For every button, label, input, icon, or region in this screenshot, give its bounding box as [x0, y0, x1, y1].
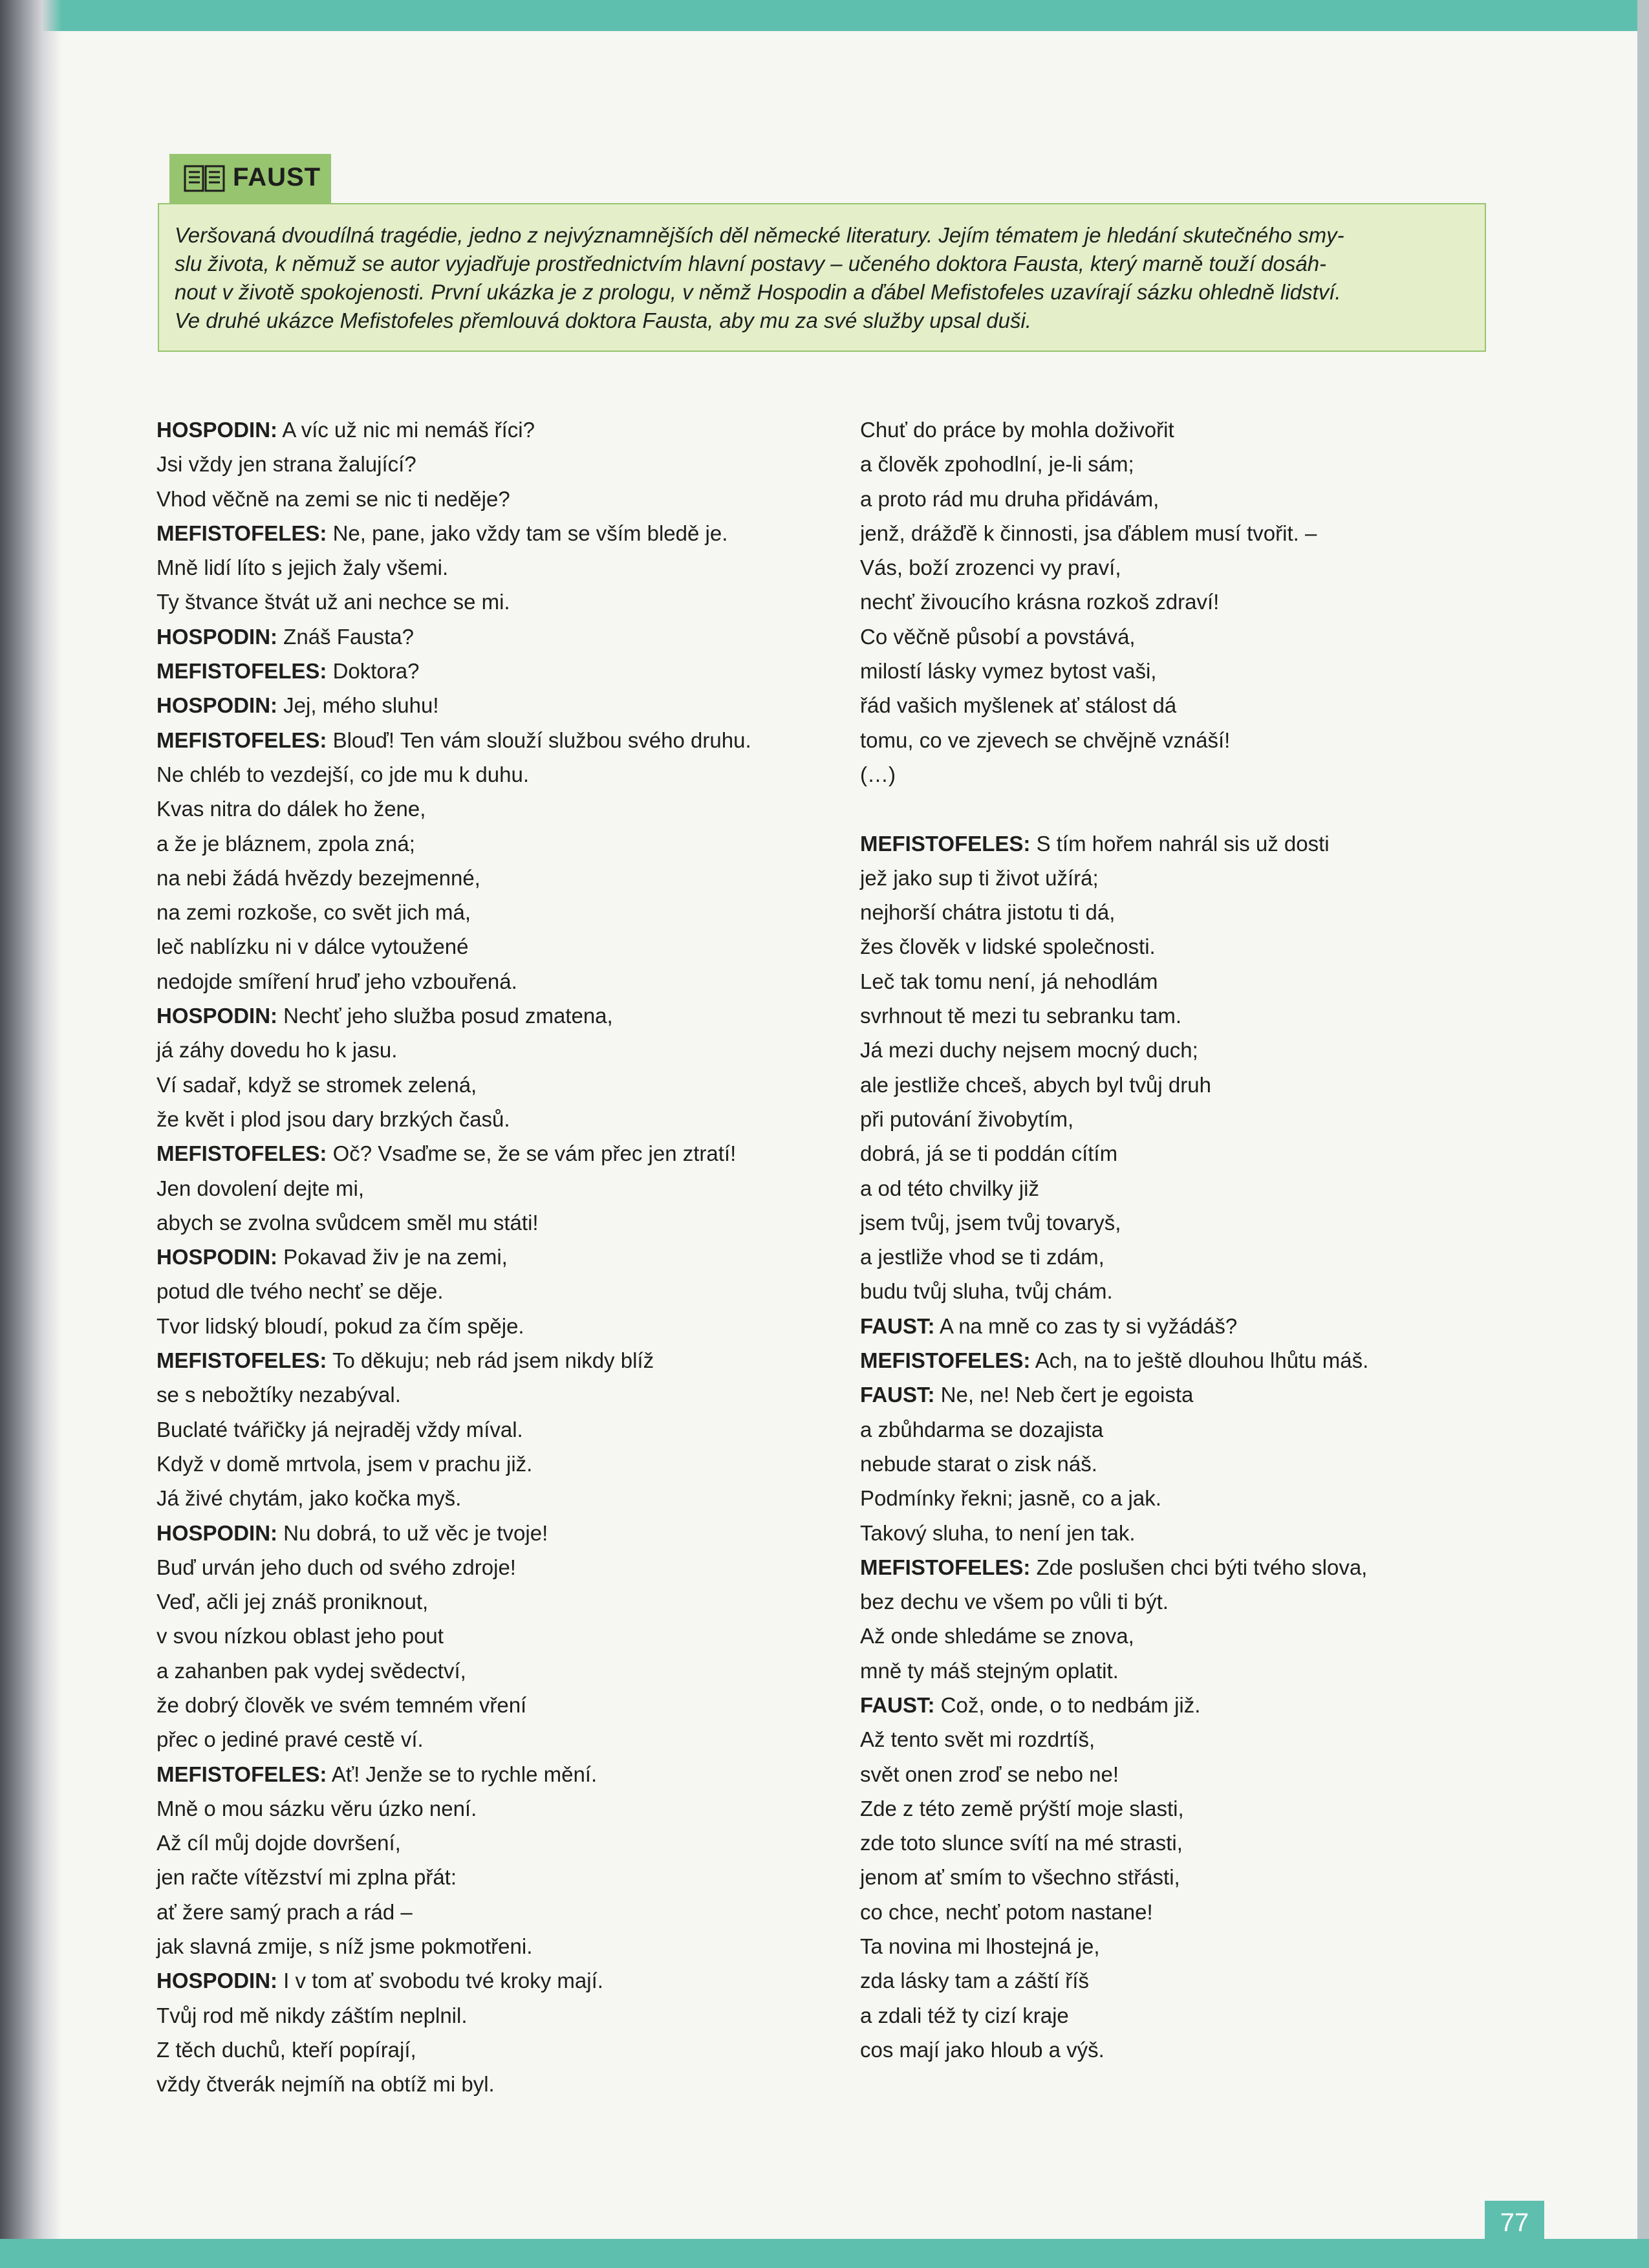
- verse-text: svrhnout tě mezi tu sebranku tam.: [860, 1004, 1182, 1028]
- verse-line: [156, 1826, 861, 1860]
- verse-text: co chce, nechť potom nastane!: [860, 1899, 1153, 1924]
- top-color-band: [0, 0, 1649, 31]
- verse-line: [860, 1481, 1539, 1515]
- verse-line: [860, 1240, 1539, 1274]
- verse-text: Co věčně působí a povstává,: [860, 624, 1136, 649]
- verse-line: [860, 999, 1539, 1033]
- speaker-name: HOSPODIN:: [156, 1520, 278, 1545]
- speaker-name: MEFISTOFELES:: [156, 1141, 327, 1166]
- verse-text: jak slavná zmije, s níž jsme pokmotřeni.: [156, 1934, 533, 1959]
- verse-text: Mně lidí líto s jejich žaly všemi.: [156, 556, 449, 580]
- verse-text: Až cíl můj dojde dovršení,: [156, 1831, 401, 1855]
- verse-text: Až onde shledáme se znova,: [860, 1624, 1134, 1648]
- verse-line: [860, 1584, 1539, 1619]
- verse-line: [156, 1998, 861, 2033]
- verse-text: Ty štvance štvát už ani nechce se mi.: [156, 590, 510, 614]
- verse-text: Až tento svět mi rozdrtíš,: [860, 1727, 1095, 1752]
- verse-line: [860, 1274, 1539, 1308]
- verse-line: [156, 482, 861, 516]
- verse-line: [860, 1791, 1539, 1826]
- verse-line: [860, 1136, 1539, 1171]
- verse-line: [156, 1343, 861, 1377]
- speaker-name: HOSPODIN:: [156, 1969, 278, 1993]
- verse-line: [156, 1722, 861, 1756]
- verse-line: [860, 1377, 1539, 1412]
- verse-text: Když v domě mrtvola, jsem v prachu již.: [156, 1451, 533, 1476]
- verse-text: leč nablízku ni v dálce vytoužené: [156, 934, 469, 959]
- verse-text: na zemi rozkoše, co svět jich má,: [156, 900, 471, 925]
- verse-text: a zbůhdarma se dozajista: [860, 1417, 1104, 1442]
- verse-text: Nu dobrá, to už věc je tvoje!: [277, 1520, 548, 1545]
- verse-text: Vás, boží zrozenci vy praví,: [860, 556, 1121, 580]
- verse-text: Ne chléb to vezdejší, co jde mu k duhu.: [156, 762, 529, 786]
- verse-line: [156, 1205, 861, 1240]
- speaker-name: HOSPODIN:: [156, 624, 278, 649]
- speaker-name: HOSPODIN:: [156, 418, 278, 442]
- verse-line: [156, 999, 861, 1033]
- verse-text: a od této chvilky již: [860, 1176, 1039, 1200]
- verse-line: [860, 413, 1539, 447]
- verse-text: Buclaté tvářičky já nejraděj vždy míval.: [156, 1417, 523, 1442]
- verse-text: při putování živobytím,: [860, 1107, 1074, 1131]
- verse-line: [156, 1619, 861, 1653]
- verse-line: [156, 1895, 861, 1929]
- verse-line: [156, 1309, 861, 1343]
- verse-line: [156, 1102, 861, 1136]
- verse-line: [156, 1860, 861, 1894]
- verse-line: [860, 654, 1539, 688]
- verse-text: svět onen zroď se nebo ne!: [860, 1762, 1119, 1786]
- verse-text: Ať! Jenže se to rychle mění.: [327, 1762, 598, 1786]
- verse-line: [156, 2067, 861, 2101]
- verse-text: jež jako sup ti život užírá;: [860, 865, 1099, 890]
- verse-line: [860, 723, 1539, 757]
- verse-text: Já živé chytám, jako kočka myš.: [156, 1486, 462, 1511]
- verse-line: [156, 1136, 861, 1171]
- verse-text: Ví sadař, když se stromek zelená,: [156, 1072, 477, 1097]
- verse-line: [156, 550, 861, 585]
- verse-line: [860, 964, 1539, 999]
- verse-line: [860, 861, 1539, 895]
- intro-box: [158, 203, 1486, 352]
- verse-line: [156, 1791, 861, 1826]
- verse-text: abych se zvolna svůdcem směl mu státi!: [156, 1210, 539, 1235]
- verse-text: nebude starat o zisk náš.: [860, 1451, 1097, 1476]
- verse-line: [860, 1998, 1539, 2033]
- verse-line: [156, 1688, 861, 1722]
- verse-text: Z těch duchů, kteří popírají,: [156, 2037, 416, 2062]
- verse-line: [156, 413, 861, 447]
- verse-text: a že je bláznem, zpola zná;: [156, 831, 415, 856]
- verse-line: [156, 447, 861, 481]
- page-number: 77: [1500, 2209, 1529, 2237]
- verse-text: Ta novina mi lhostejná je,: [860, 1934, 1100, 1959]
- verse-text: milostí lásky vymez bytost vaši,: [860, 659, 1157, 684]
- verse-text: Kvas nitra do dálek ho žene,: [156, 797, 426, 821]
- verse-line: [156, 1033, 861, 1067]
- verse-line: [156, 1929, 861, 1963]
- verse-line: [860, 1343, 1539, 1377]
- verse-line: [860, 2033, 1539, 2067]
- intro-line: slu života, k němuž se autor vyjadřuje prostřednictvím hlavní postavy – učeného doktora Fausta, který marně touží dosáh-: [175, 252, 1327, 275]
- verse-text: Vhod věčně na zemi se nic ti neděje?: [156, 486, 510, 511]
- verse-line: [860, 826, 1539, 861]
- verse-line: [156, 723, 861, 757]
- verse-text: a zahanben pak vydej svědectví,: [156, 1658, 466, 1683]
- verse-text: zde toto slunce svítí na mé strasti,: [860, 1831, 1183, 1855]
- speaker-name: HOSPODIN:: [156, 1245, 278, 1269]
- verse-text: Ach, na to ještě dlouhou lhůtu máš.: [1030, 1348, 1369, 1373]
- verse-text: Ne, ne! Neb čert je egoista: [934, 1383, 1194, 1407]
- verse-line: [860, 1033, 1539, 1067]
- speaker-name: HOSPODIN:: [156, 693, 278, 718]
- verse-text: a jestliže vhod se ti zdám,: [860, 1245, 1105, 1269]
- verse-line: [860, 1860, 1539, 1894]
- verse-text: Chuť do práce by mohla doživořit: [860, 418, 1174, 442]
- verse-text: Podmínky řekni; jasně, co a jak.: [860, 1486, 1161, 1511]
- speaker-name: FAUST:: [860, 1383, 935, 1407]
- verse-line: [156, 688, 861, 722]
- verse-line: [860, 1619, 1539, 1653]
- verse-text: že květ i plod jsou dary brzkých časů.: [156, 1107, 510, 1131]
- verse-text: Tvor lidský bloudí, pokud za čím spěje.: [156, 1313, 524, 1338]
- verse-text: v svou nízkou oblast jeho pout: [156, 1624, 444, 1648]
- verse-line: [860, 1826, 1539, 1860]
- verse-line: [860, 1654, 1539, 1688]
- verse-line: [156, 1516, 861, 1550]
- verse-text: mně ty máš stejným oplatit.: [860, 1658, 1119, 1683]
- verse-line: [860, 1550, 1539, 1584]
- verse-line: [860, 482, 1539, 516]
- verse-line: [860, 688, 1539, 722]
- verse-text: a zdali též ty cizí kraje: [860, 2003, 1069, 2027]
- verse-line: [860, 1309, 1539, 1343]
- verse-line: [860, 1412, 1539, 1447]
- verse-text: a proto rád mu druha přidávám,: [860, 486, 1159, 511]
- verse-text: Ne, pane, jako vždy tam se vším bledě je.: [327, 521, 728, 545]
- verse-text: Buď urván jeho duch od svého zdroje!: [156, 1555, 516, 1579]
- verse-line: [860, 1516, 1539, 1550]
- verse-line: [860, 929, 1539, 964]
- speaker-name: MEFISTOFELES:: [156, 659, 327, 684]
- verse-text: nedojde smíření hruď jeho vzbouřená.: [156, 969, 517, 993]
- verse-text: To děkuju; neb rád jsem nikdy blíž: [327, 1348, 654, 1373]
- verse-text: Pokavad živ je na zemi,: [277, 1245, 508, 1269]
- verse-line: [156, 792, 861, 826]
- verse-text: ale jestliže chceš, abych byl tvůj druh: [860, 1072, 1211, 1097]
- verse-line: [156, 1447, 861, 1481]
- verse-line: [860, 1963, 1539, 1998]
- page-edge: [1637, 0, 1649, 2268]
- verse-line: [860, 620, 1539, 654]
- verse-text: A víc už nic mi nemáš říci?: [277, 418, 535, 442]
- verse-text: bez dechu ve všem po vůli ti být.: [860, 1590, 1169, 1614]
- verse-text: S tím hořem nahrál sis už dosti: [1030, 831, 1330, 856]
- verse-text: dobrá, já se ti poddán cítím: [860, 1141, 1118, 1166]
- verse-line: [156, 1412, 861, 1447]
- verse-text: cos mají jako hloub a výš.: [860, 2037, 1105, 2062]
- verse-line: [860, 516, 1539, 550]
- verse-text: řád vašich myšlenek ať stálost dá: [860, 693, 1177, 718]
- verse-text: A na mně co zas ty si vyžádáš?: [934, 1313, 1238, 1338]
- verse-text: zda lásky tam a záští říš: [860, 1969, 1089, 1993]
- verse-text: nechť živoucího krásna rozkoš zdraví!: [860, 590, 1220, 614]
- verse-text: Veď, ačli jej znáš proniknout,: [156, 1590, 429, 1614]
- verse-text: přec o jediné pravé cestě ví.: [156, 1727, 424, 1752]
- verse-text: jsem tvůj, jsem tvůj tovaryš,: [860, 1210, 1121, 1235]
- verse-line: [156, 654, 861, 688]
- verse-line: [860, 1929, 1539, 1963]
- verse-line: [156, 620, 861, 654]
- intro-line: Ve druhé ukázce Mefistofeles přemlouvá doktora Fausta, aby mu za své služby upsal duši.: [175, 308, 1031, 332]
- verse-line: [860, 1171, 1539, 1205]
- verse-line: [860, 1068, 1539, 1102]
- verse-text: Což, onde, o to nedbám již.: [934, 1692, 1201, 1717]
- verse-text: Jen dovolení dejte mi,: [156, 1176, 365, 1200]
- verse-line: [860, 895, 1539, 929]
- book-icon: [184, 164, 225, 193]
- verse-line: [156, 1068, 861, 1102]
- verse-line: [156, 895, 861, 929]
- speaker-name: MEFISTOFELES:: [860, 1555, 1031, 1579]
- verse-line: [860, 1895, 1539, 1929]
- verse-text: Mně o mou sázku věru úzko není.: [156, 1796, 477, 1820]
- verse-line: [860, 1102, 1539, 1136]
- intro-text: [175, 221, 1468, 335]
- verse-line: [860, 447, 1539, 481]
- speaker-name: MEFISTOFELES:: [156, 728, 327, 752]
- verse-line: [156, 1757, 861, 1791]
- speaker-name: MEFISTOFELES:: [156, 521, 327, 545]
- verse-text: žes člověk v lidské společnosti.: [860, 934, 1156, 959]
- verse-text: Jej, mého sluhu!: [277, 693, 439, 718]
- verse-text: jenž, drážďě k činnosti, jsa ďáblem musí tvořit. –: [860, 521, 1317, 545]
- verse-text: Takový sluha, to není jen tak.: [860, 1520, 1136, 1545]
- verse-text: na nebi žádá hvězdy bezejmenné,: [156, 865, 480, 890]
- verse-text: I v tom ať svobodu tvé kroky mají.: [277, 1969, 603, 1993]
- verse-line: [156, 861, 861, 895]
- verse-line: [156, 1377, 861, 1412]
- speaker-name: MEFISTOFELES:: [156, 1762, 327, 1786]
- speaker-name: MEFISTOFELES:: [860, 831, 1031, 856]
- book-spine-shadow: [0, 0, 61, 2268]
- verse-text: ať žere samý prach a rád –: [156, 1899, 413, 1924]
- verse-line: [860, 1757, 1539, 1791]
- verse-text: potud dle tvého nechť se děje.: [156, 1279, 444, 1304]
- intro-line: Veršovaná dvoudílná tragédie, jedno z nejvýznamnějších děl německé literatury. Jejím tématem je hledání skutečného smy-: [175, 223, 1344, 247]
- verse-text: Zde poslušen chci býti tvého slova,: [1030, 1555, 1368, 1579]
- speaker-name: HOSPODIN:: [156, 1004, 278, 1028]
- verse-line: [156, 1550, 861, 1584]
- verse-text: Blouď! Ten vám slouží službou svého druhu.: [327, 728, 751, 752]
- verse-line: [156, 1963, 861, 1998]
- verse-text: vždy čtverák nejmíň na obtíž mi byl.: [156, 2072, 495, 2097]
- verse-text: Tvůj rod mě nikdy záštím neplnil.: [156, 2003, 468, 2027]
- verse-text: Zde z této země prýští moje slasti,: [860, 1796, 1184, 1820]
- verse-text: že dobrý člověk ve svém temném vření: [156, 1692, 527, 1717]
- verse-line: [156, 1584, 861, 1619]
- speaker-name: MEFISTOFELES:: [860, 1348, 1031, 1373]
- dialogue-column-left: [156, 413, 861, 2102]
- verse-text: Oč? Vsaďme se, že se vám přec jen ztratí!: [327, 1141, 737, 1166]
- verse-line: [860, 1688, 1539, 1722]
- verse-line: [860, 757, 1539, 792]
- speaker-name: MEFISTOFELES:: [156, 1348, 327, 1373]
- verse-text: Já mezi duchy nejsem mocný duch;: [860, 1038, 1198, 1063]
- verse-text: Jsi vždy jen strana žalující?: [156, 452, 416, 477]
- stanza-gap: [860, 792, 1539, 826]
- verse-line: [860, 1205, 1539, 1240]
- verse-line: [156, 1171, 861, 1205]
- speaker-name: FAUST:: [860, 1692, 935, 1717]
- verse-text: budu tvůj sluha, tvůj chám.: [860, 1279, 1113, 1304]
- section-tab: [169, 154, 331, 203]
- verse-text: (…): [860, 762, 896, 786]
- verse-line: [156, 826, 861, 861]
- verse-text: se s nebožtíky nezabýval.: [156, 1383, 401, 1407]
- verse-text: Nechť jeho služba posud zmatena,: [277, 1004, 613, 1028]
- verse-line: [156, 1274, 861, 1308]
- verse-line: [860, 1722, 1539, 1756]
- bottom-color-band: [0, 2239, 1649, 2268]
- verse-line: [860, 585, 1539, 619]
- verse-text: nejhorší chátra jistotu ti dá,: [860, 900, 1116, 925]
- verse-text: a člověk zpohodlní, je-li sám;: [860, 452, 1134, 477]
- verse-line: [156, 964, 861, 999]
- dialogue-column-right: [860, 413, 1539, 2067]
- verse-text: Leč tak tomu není, já nehodlám: [860, 969, 1158, 993]
- verse-line: [156, 1240, 861, 1274]
- speaker-name: FAUST:: [860, 1313, 935, 1338]
- verse-line: [156, 2033, 861, 2067]
- verse-text: já záhy dovedu ho k jasu.: [156, 1038, 398, 1063]
- verse-line: [156, 1654, 861, 1688]
- section-title: FAUST: [233, 163, 321, 191]
- verse-line: [156, 929, 861, 964]
- verse-text: jenom ať smím to všechno střásti,: [860, 1865, 1180, 1890]
- verse-text: Doktora?: [327, 659, 420, 684]
- verse-line: [860, 550, 1539, 585]
- verse-text: jen račte vítězství mi zplna přát:: [156, 1865, 457, 1890]
- verse-text: tomu, co ve zjevech se chvějně vznáší!: [860, 728, 1231, 752]
- verse-line: [156, 757, 861, 792]
- verse-line: [156, 1481, 861, 1515]
- verse-line: [156, 516, 861, 550]
- verse-text: Znáš Fausta?: [277, 624, 414, 649]
- verse-line: [156, 585, 861, 619]
- intro-line: nout v životě spokojenosti. První ukázka je z prologu, v němž Hospodin a ďábel Mefistofeles uzavírají sázku ohledně lidství.: [175, 280, 1341, 304]
- verse-line: [860, 1447, 1539, 1481]
- page-number-box: [1485, 2201, 1544, 2247]
